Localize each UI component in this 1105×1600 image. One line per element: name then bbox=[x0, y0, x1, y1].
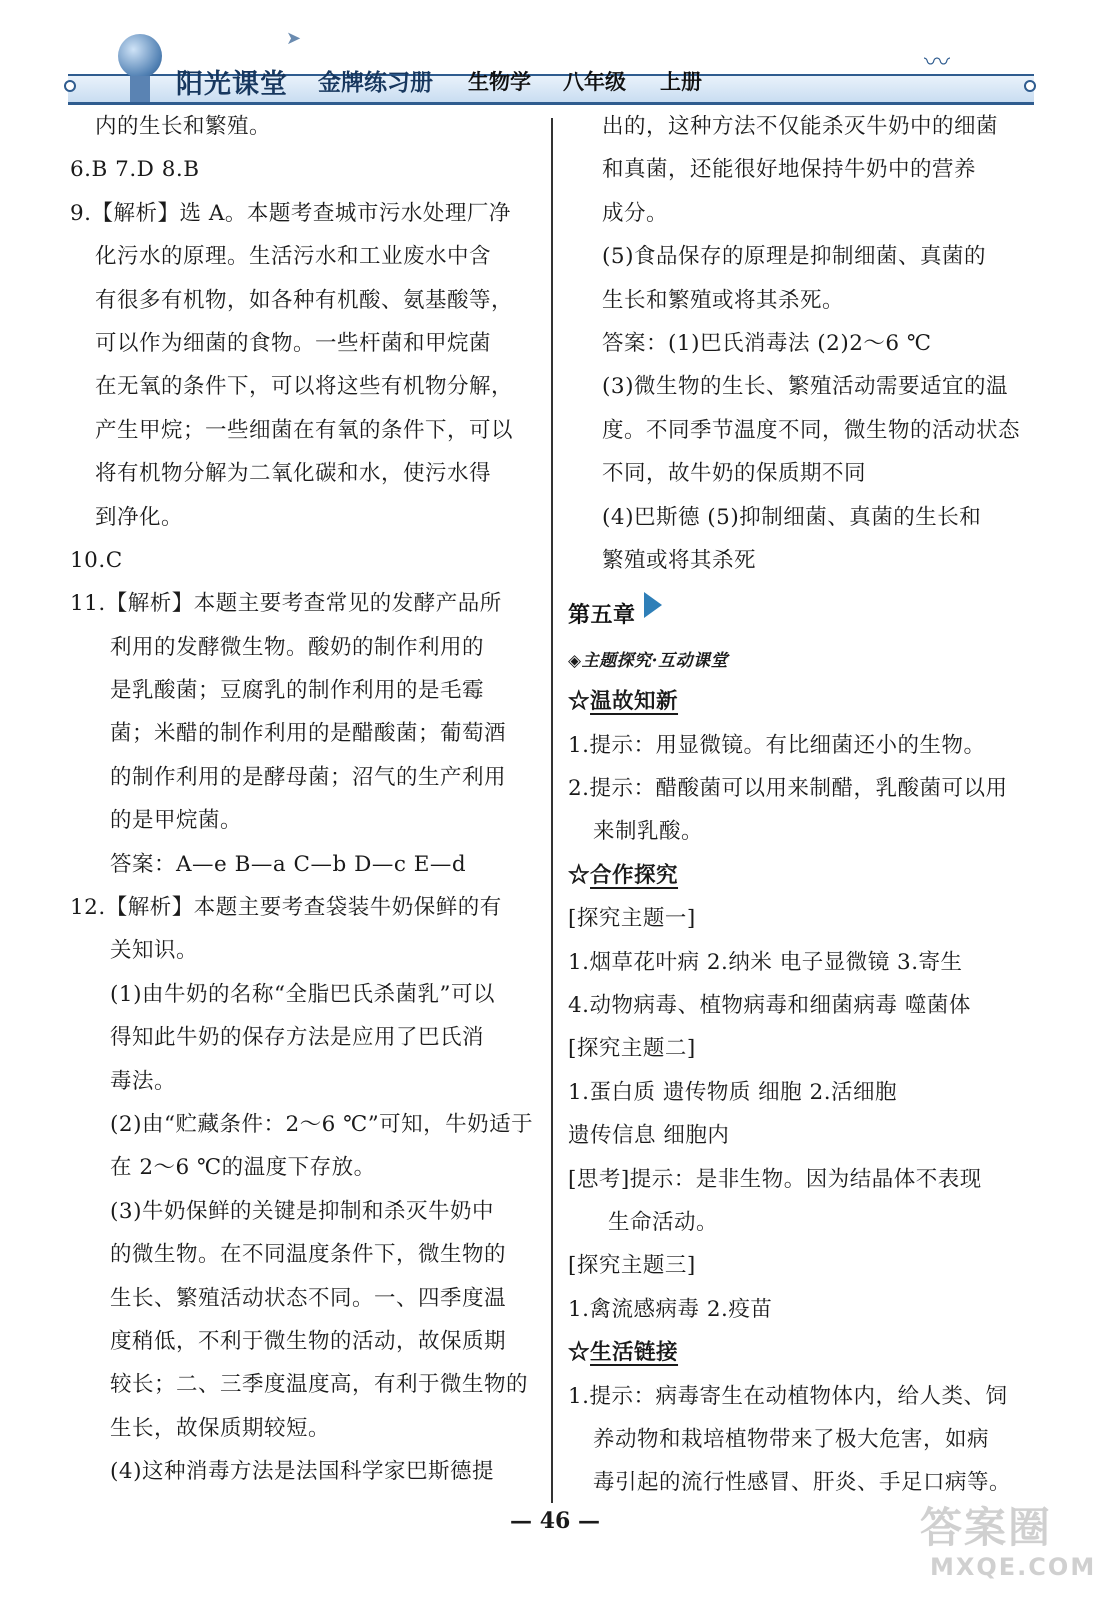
section-wengu: 温故知新 bbox=[590, 689, 679, 715]
text-line: 生长、繁殖活动状态不同。一、四季度温 bbox=[110, 1285, 507, 1311]
text-line: 11.【解析】本题主要考查常见的发酵产品所 bbox=[70, 591, 502, 617]
text-line: 出的，这种方法不仅能杀灭牛奶中的细菌 bbox=[602, 114, 999, 139]
text-line: (4)巴斯德 (5)抑制细菌、真菌的生长和 bbox=[602, 504, 982, 530]
text-line: 9.【解析】选 A。本题考查城市污水处理厂净 bbox=[70, 200, 511, 226]
page-header bbox=[68, 28, 1034, 104]
text-line: (5)食品保存的原理是抑制细菌、真菌的 bbox=[602, 244, 986, 270]
star-icon: ☆ bbox=[568, 1340, 591, 1366]
text-line: 毒法。 bbox=[110, 1068, 177, 1094]
text-line: 1.烟草花叶病 2.纳米 电子显微镜 3.寄生 bbox=[568, 949, 963, 975]
text-line: 生命活动。 bbox=[608, 1209, 719, 1235]
star-icon: ☆ bbox=[568, 689, 591, 715]
watermark-url: MXQE.COM bbox=[930, 1553, 1097, 1581]
answer-12-continued bbox=[568, 105, 1038, 582]
right-column bbox=[568, 105, 1038, 1505]
text-line: 6.B 7.D 8.B bbox=[70, 157, 200, 183]
text-line: 到净化。 bbox=[95, 504, 184, 530]
column-divider bbox=[551, 118, 553, 1503]
volume-label: 上册 bbox=[660, 70, 702, 94]
text-line: 将有机物分解为二氧化碳和水，使污水得 bbox=[95, 461, 492, 487]
text-line: 内的生长和繁殖。 bbox=[95, 114, 272, 139]
text-line: 有很多有机物，如各种有机酸、氨基酸等， bbox=[95, 287, 514, 313]
section-hezuo: 合作探究 bbox=[590, 862, 679, 888]
text-line: 4.动物病毒、植物病毒和细菌病毒 噬菌体 bbox=[568, 993, 971, 1019]
text-line: 度。不同季节温度不同，微生物的活动状态 bbox=[602, 417, 1021, 443]
text-line: 化污水的原理。生活污水和工业废水中含 bbox=[95, 244, 492, 270]
hezuo-answers bbox=[568, 897, 1038, 1331]
text-line: 2.提示：醋酸菌可以用来制醋，乳酸菌可以用 bbox=[568, 776, 1008, 802]
band-dot-right-icon bbox=[1024, 80, 1036, 92]
text-line: 1.蛋白质 遗传物质 细胞 2.活细胞 bbox=[568, 1079, 898, 1105]
text-line: [探究主题二] bbox=[568, 1036, 696, 1062]
text-line: 繁殖或将其杀死 bbox=[602, 547, 757, 573]
text-line: [思考]提示：是非生物。因为结晶体不表现 bbox=[568, 1166, 982, 1192]
text-line: 利用的发酵微生物。酸奶的制作利用的 bbox=[110, 634, 485, 660]
text-line: (2)由“贮藏条件：2～6 ℃”可知，牛奶适于 bbox=[110, 1111, 534, 1137]
text-line: 不同，故牛奶的保质期不同 bbox=[602, 461, 867, 487]
text-line: 可以作为细菌的食物。一些杆菌和甲烷菌 bbox=[95, 330, 492, 356]
text-line: 在 2～6 ℃的温度下存放。 bbox=[110, 1155, 376, 1181]
text-line: 1.提示：用显微镜。有比细菌还小的生物。 bbox=[568, 732, 986, 758]
grade-label: 八年级 bbox=[563, 70, 626, 94]
text-line: 1.提示：病毒寄生在动植物体内，给人类、饲 bbox=[568, 1383, 1008, 1409]
text-line: 的微生物。在不同温度条件下，微生物的 bbox=[110, 1242, 507, 1268]
chapter-heading: 第五章 bbox=[568, 584, 662, 646]
text-line: 菌；米醋的制作利用的是醋酸菌；葡萄酒 bbox=[110, 721, 507, 747]
paper-plane-icon: ➤ bbox=[286, 28, 302, 49]
birds-icon: 〰 bbox=[924, 48, 951, 78]
text-line: 的是甲烷菌。 bbox=[110, 808, 243, 834]
text-line: 养动物和栽培植物带来了极大危害，如病 bbox=[593, 1426, 990, 1452]
text-line: 来制乳酸。 bbox=[593, 819, 704, 845]
left-column bbox=[70, 105, 540, 1494]
text-line: 产生甲烷；一些细菌在有氧的条件下，可以 bbox=[95, 417, 514, 443]
text-line: 1.禽流感病毒 2.疫苗 bbox=[568, 1296, 773, 1322]
text-line: 答案：(1)巴氏消毒法 (2)2～6 ℃ bbox=[602, 330, 932, 356]
watermark-logo bbox=[900, 1495, 1097, 1590]
text-line: (3)微生物的生长、繁殖活动需要适宜的温 bbox=[602, 374, 1008, 400]
text-line: 生长和繁殖或将其杀死。 bbox=[602, 287, 845, 313]
section-shenghuo: 生活链接 bbox=[590, 1340, 679, 1366]
subject-label: 生物学 bbox=[468, 70, 531, 94]
text-line: 的制作利用的是酵母菌；沼气的生产利用 bbox=[110, 764, 507, 790]
star-icon: ☆ bbox=[568, 862, 591, 888]
globe-stand-icon bbox=[130, 76, 150, 102]
text-line: 得知此牛奶的保存方法是应用了巴氏消 bbox=[110, 1025, 485, 1051]
text-line: 答案：A—e B—a C—b D—c E—d bbox=[110, 851, 467, 877]
shenghuo-answers bbox=[568, 1375, 1038, 1505]
text-line: (4)这种消毒方法是法国科学家巴斯德提 bbox=[110, 1459, 494, 1485]
text-line: 遗传信息 细胞内 bbox=[568, 1123, 730, 1149]
text-line: 12.【解析】本题主要考查袋装牛奶保鲜的有 bbox=[70, 895, 502, 921]
watermark-text: 答案圈 bbox=[920, 1503, 1053, 1552]
text-line: (3)牛奶保鲜的关键是抑制和杀灭牛奶中 bbox=[110, 1198, 494, 1224]
band-dot-left-icon bbox=[64, 80, 76, 92]
text-line: [探究主题一] bbox=[568, 906, 696, 932]
text-line: 较长；二、三季度温度高，有利于微生物的 bbox=[110, 1372, 529, 1398]
text-line: 10.C bbox=[70, 547, 123, 573]
wengu-answers bbox=[568, 724, 1038, 854]
text-line: 毒引起的流行性感冒、肝炎、手足口病等。 bbox=[593, 1470, 1012, 1496]
text-line: 在无氧的条件下，可以将这些有机物分解， bbox=[95, 374, 514, 400]
brand-title: 阳光课堂 bbox=[176, 69, 288, 100]
text-line: 生长，故保质期较短。 bbox=[110, 1415, 331, 1441]
page-number: — 46 — bbox=[510, 1508, 600, 1534]
text-line: (1)由牛奶的名称“全脂巴氏杀菌乳”可以 bbox=[110, 981, 495, 1007]
text-line: 和真菌，还能很好地保持牛奶中的营养 bbox=[602, 157, 977, 183]
text-line: 成分。 bbox=[602, 200, 669, 226]
text-line: 度稍低，不利于微生物的活动，故保质期 bbox=[110, 1328, 507, 1354]
text-line: 关知识。 bbox=[110, 938, 199, 964]
globe-icon bbox=[118, 34, 162, 78]
text-line: 是乳酸菌；豆腐乳的制作利用的是毛霉 bbox=[110, 678, 485, 704]
brand-subtitle: 金牌练习册 bbox=[318, 70, 433, 96]
section-subheading: ◈主题探究·互动课堂 bbox=[568, 651, 728, 672]
text-line: [探究主题三] bbox=[568, 1253, 696, 1279]
